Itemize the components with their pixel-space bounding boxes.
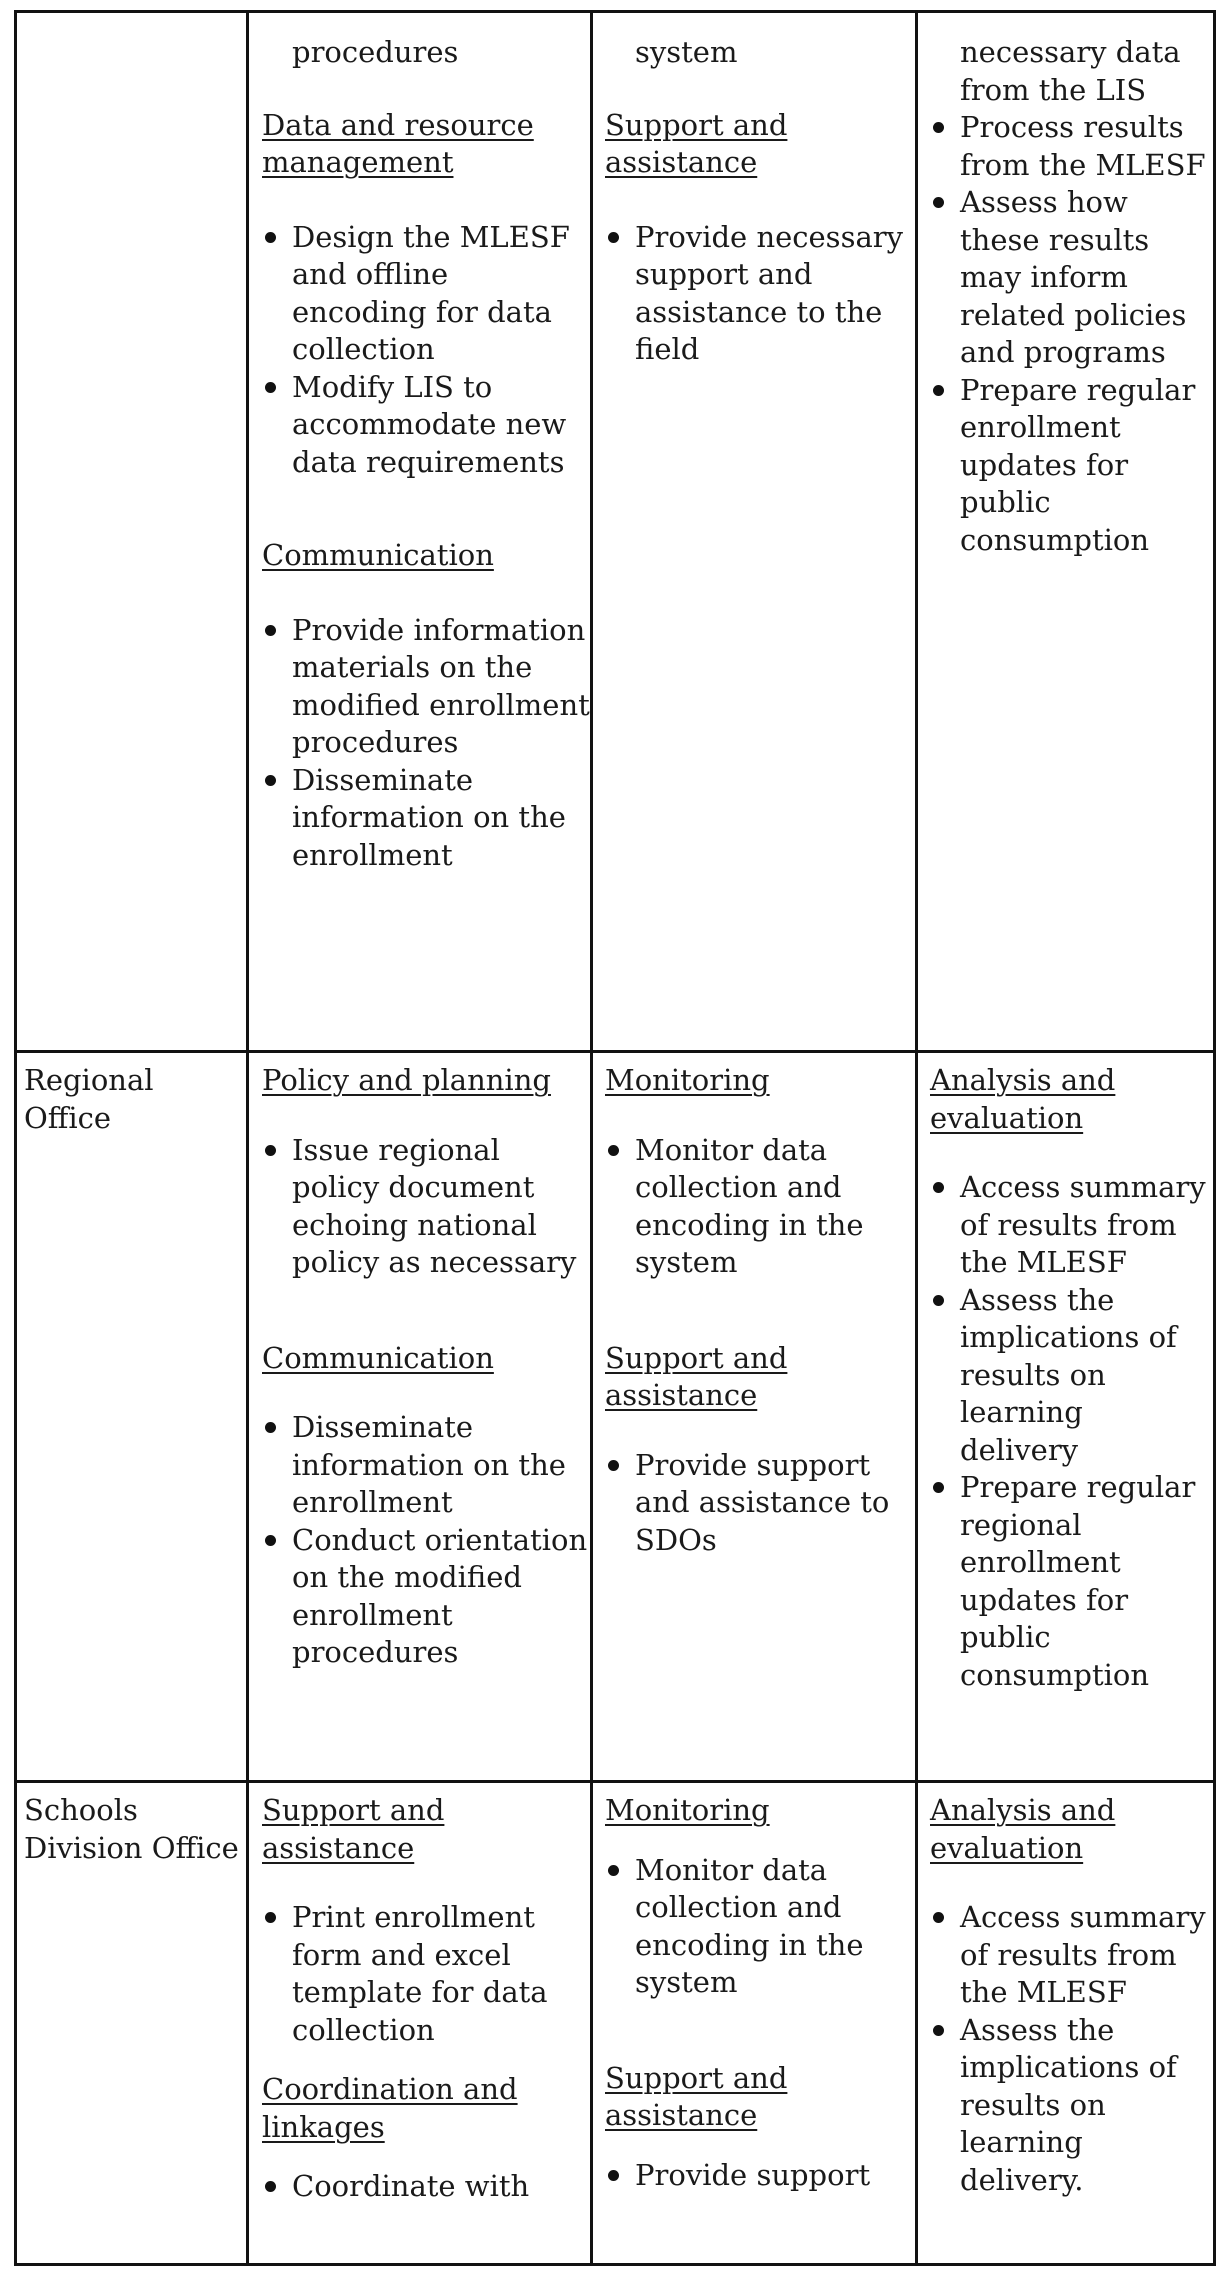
list-item: Design the MLESF and offline encoding for data collection (262, 219, 590, 369)
section-heading: Data and resource management (262, 107, 534, 179)
list-item: Issue regional policy document echoing national policy as necessary (262, 1132, 590, 1282)
list-item: Access summary of results from the MLESF (930, 1169, 1210, 1282)
section-heading: Support and assistance (605, 107, 788, 179)
table-border-bottom (14, 2263, 1216, 2266)
section-heading: Support and assistance (605, 2060, 788, 2132)
list-item: Prepare regular regional enrollment updates for public consumption (930, 1469, 1210, 1694)
list-item: Assess the implications of results on learning delivery (930, 1282, 1210, 1470)
section-heading: Analysis and evaluation (930, 1793, 1116, 1865)
cell-central-col1 (262, 34, 590, 874)
table-border-right (1213, 10, 1216, 2266)
section-heading: Communication (262, 538, 494, 572)
list-item: Provide necessary support and assistance to the field (605, 219, 910, 369)
cell-sdo-col3 (930, 1792, 1210, 2199)
office-name: Schools Division Office (24, 1793, 239, 1865)
row-divider (14, 1050, 1216, 1053)
list-item: Provide support (605, 2157, 910, 2195)
section-heading: Support and assistance (262, 1793, 445, 1865)
section-heading: Policy and planning (262, 1063, 551, 1097)
cell-office (24, 1792, 239, 1867)
list-item: Print enrollment form and excel template for data collection (262, 1899, 590, 2049)
list-item: Disseminate information on the enrollment (262, 762, 590, 875)
section-heading: Analysis and evaluation (930, 1063, 1116, 1135)
cell-sdo-col2 (605, 1792, 910, 2194)
list-item: Modify LIS to accommodate new data requirements (262, 369, 590, 482)
cell-regional-col1 (262, 1062, 590, 1672)
list-item: Assess the implications of results on learning delivery. (930, 2012, 1210, 2200)
section-heading: Communication (262, 1340, 494, 1375)
cell-regional-col2 (605, 1062, 910, 1559)
office-name: Regional Office (24, 1063, 154, 1135)
list-item: Monitor data collection and encoding in the system (605, 1132, 910, 1282)
list-item: Process results from the MLESF (930, 109, 1210, 184)
column-divider (246, 10, 249, 2266)
cell-regional-col3 (930, 1062, 1210, 1694)
section-heading: Monitoring (605, 1793, 770, 1827)
list-item: Prepare regular enrollment updates for public consumption (930, 372, 1210, 560)
list-item: Monitor data collection and encoding in the system (605, 1852, 910, 2002)
list-item: Provide support and assistance to SDOs (605, 1447, 910, 1560)
cell-central-col2 (605, 34, 910, 369)
continued-text: procedures (292, 35, 459, 69)
list-item: Coordinate with (262, 2168, 590, 2206)
list-item: Assess how these results may inform related policies and programs (930, 184, 1210, 372)
cell-central-col3 (930, 34, 1210, 559)
cell-office (24, 1062, 239, 1137)
cell-sdo-col1 (262, 1792, 590, 2206)
section-heading: Support and assistance (605, 1340, 788, 1412)
table-border-left (14, 10, 17, 2266)
list-item: Provide information materials on the modified enrollment procedures (262, 612, 590, 762)
continued-text: necessary data from the LIS (960, 35, 1181, 107)
list-item: Access summary of results from the MLESF (930, 1899, 1210, 2012)
list-item: Conduct orientation on the modified enrollment procedures (262, 1522, 590, 1672)
section-heading: Monitoring (605, 1063, 770, 1097)
list-item: Disseminate information on the enrollment (262, 1409, 590, 1522)
row-divider (14, 1780, 1216, 1783)
column-divider (915, 10, 918, 2266)
section-heading: Coordination and linkages (262, 2072, 518, 2144)
column-divider (590, 10, 593, 2266)
continued-text: system (635, 35, 738, 69)
table-border-top (14, 10, 1216, 13)
